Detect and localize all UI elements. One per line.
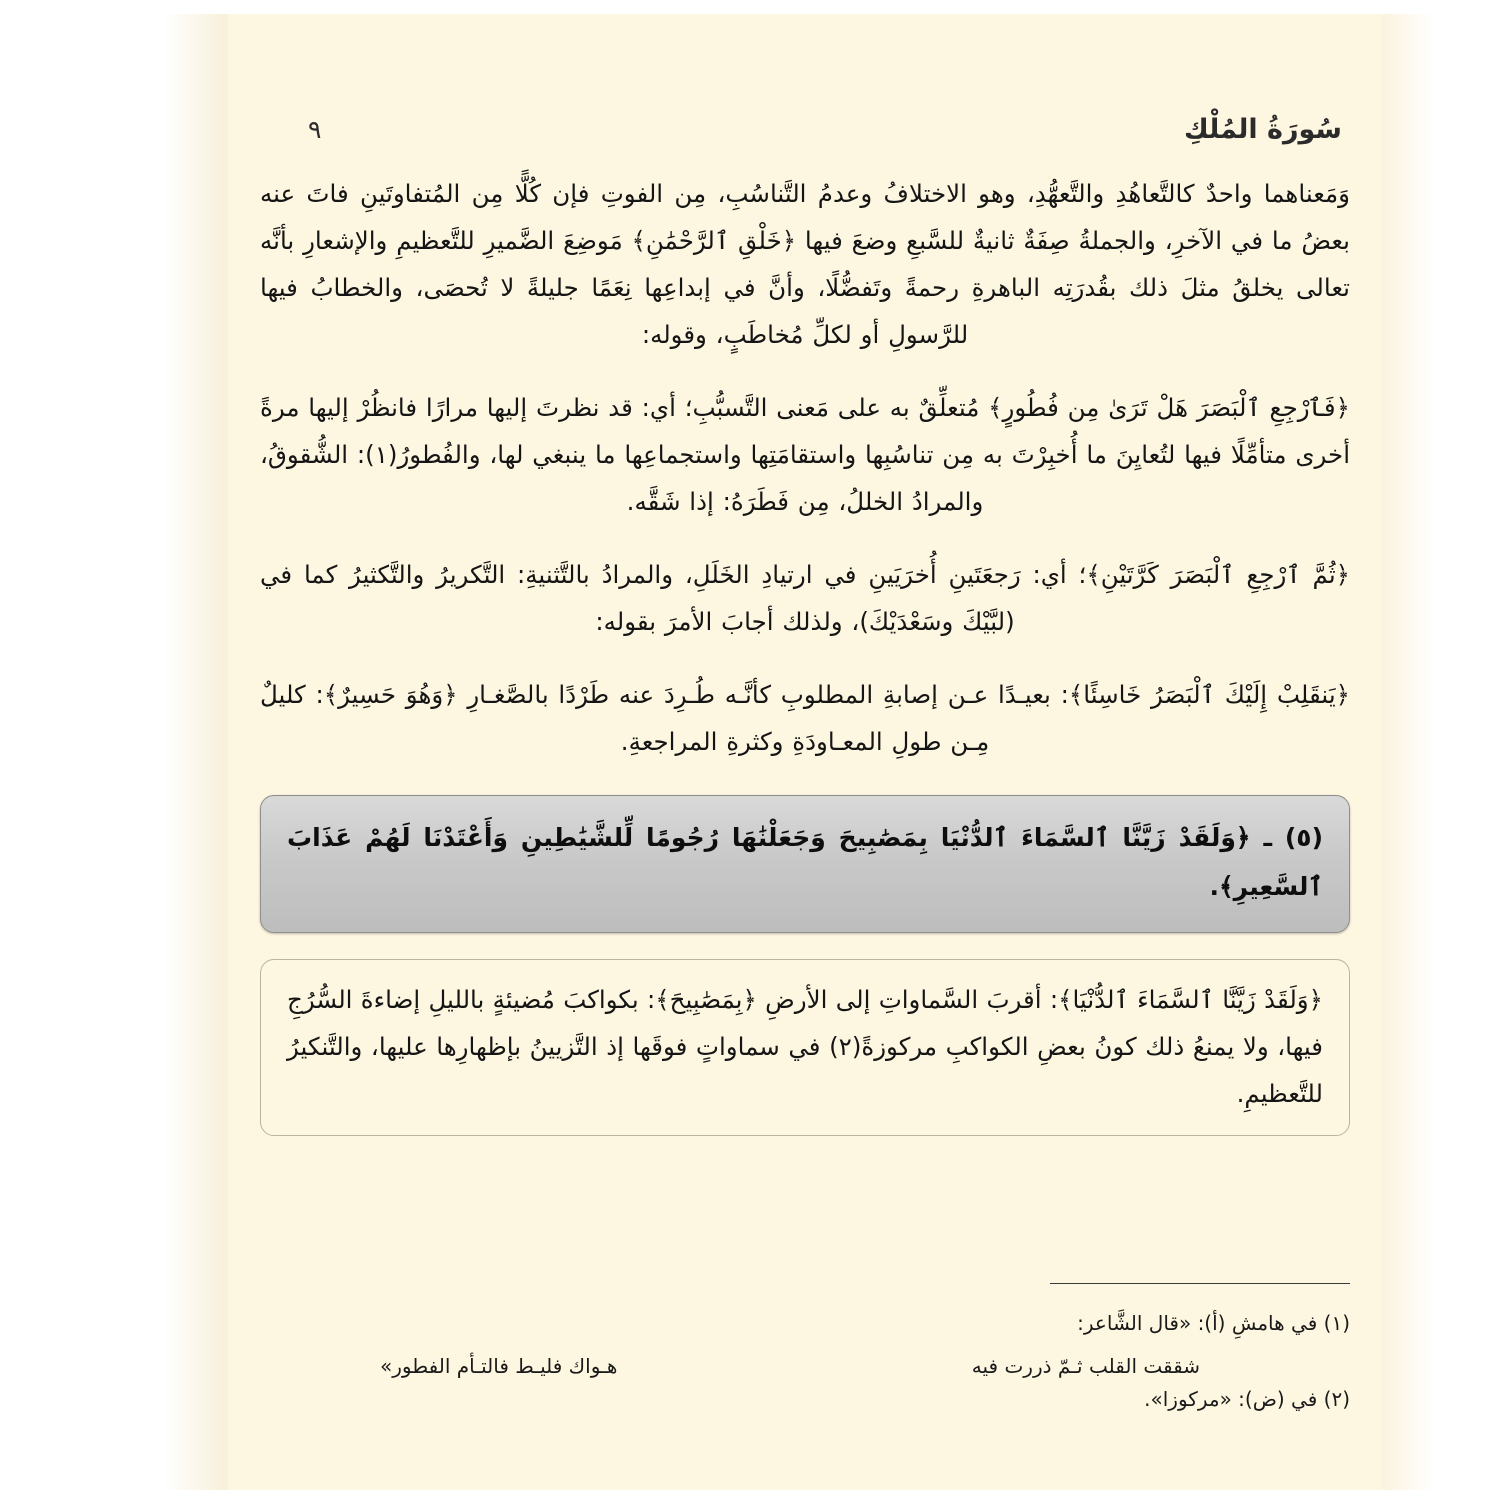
verse-hemistich-2: هـواك فليـط فالتـأم الفطور»	[380, 1354, 618, 1378]
paragraph-3: ﴿ثُمَّ ٱرْجِعِ ٱلْبَصَرَ كَرَّتَيْنِ﴾؛ أي: رَجعَتَينِ أُخرَيَينِ في ارتيادِ الخَلَلِ، والمرادُ بالتَّثنيةِ: التَّكريرُ والتَّكثيرُ كما في (لبَّيْكَ وسَعْدَيْكَ)، ولذلك أجابَ الأمرَ بقوله:	[260, 560, 1350, 637]
ayah-highlight-box	[260, 795, 1350, 933]
surah-title: سُورَةُ المُلْكِ	[1183, 113, 1342, 145]
commentary-text: ﴿وَلَقَدْ زَيَّنَّا ٱلسَّمَاءَ ٱلدُّنْيَا﴾: أقربَ السَّماواتِ إلى الأرضِ ﴿بِمَصَٰبِيحَ﴾: بكواكبَ مُضيئةٍ بالليلِ إضاءةَ السُّرُجِ فيها، ولا يمنعُ ذلك كونُ بعضِ الكواكبِ مركوزةً(٢) في سماواتٍ فوقَها إذ التَّزيينُ بإظهارِها عليها، والتَّنكيرُ للتَّعظيمِ.	[287, 984, 1323, 1108]
footnotes-area	[260, 1283, 1350, 1428]
footnote-verse	[260, 1352, 1350, 1380]
footnote-1: (١) في هامشِ (أ): «قال الشَّاعر:	[1077, 1311, 1350, 1335]
ayah-text	[287, 814, 1323, 912]
ayah-body: ﴿وَلَقَدْ زَيَّنَّا ٱلسَّمَاءَ ٱلدُّنْيَا بِمَصَٰبِيحَ وَجَعَلْنَٰهَا رُجُومًا لِّلشَّيَٰطِينِ وَأَعْتَدْنَا لَهُمْ عَذَابَ ٱلسَّعِيرِ﴾.	[287, 823, 1323, 902]
page-header	[268, 105, 1342, 153]
ayah-number: (٥) ـ	[1263, 823, 1323, 853]
paragraph-2: ﴿فَٱرْجِعِ ٱلْبَصَرَ هَلْ تَرَىٰ مِن فُطُورٍ﴾ مُتعلِّقٌ به على مَعنى التَّسبُّبِ؛ أي: قد نظرتَ إليها مرارًا فانظُرْ إليها مرةً أخرى متأمِّلًا فيها لتُعايِنَ ما أُخبِرْتَ به مِن تناسُبِها واستقامَتِها واستجماعِها ما ينبغي لها، والفُطورُ(١): الشُّقوقُ، والمرادُ الخللُ، مِن فَطَرَهُ: إذا شَقَّه.	[260, 393, 1351, 517]
paragraph-1: وَمَعناهما واحدٌ كالتَّعاهُدِ والتَّعهُّدِ، وهو الاختلافُ وعدمُ التَّناسُبِ، مِن الفوتِ فإن كُلًّا مِن المُتفاوتَينِ فاتَ عنه بعضُ ما في الآخرِ، والجملةُ صِفَةٌ ثانيةٌ للسَّبعِ وضعَ فيها ﴿خَلْقِ ٱلرَّحْمَٰنِ﴾ مَوضِعَ الضَّميرِ للتَّعظيمِ والإشعارِ بأنَّه تعالى يخلقُ مثلَ ذلك بقُدرَتِه الباهرةِ رحمةً وتَفضُّلًا، وأنَّ في إبداعِها نِعَمًا جليلةً لا تُحصَى، والخطابُ فيها للرَّسولِ أو لكلِّ مُخاطَبٍ، وقوله:	[260, 179, 1350, 350]
body-text	[260, 170, 1350, 1136]
page-number: ٩	[308, 114, 322, 144]
paragraph-4: ﴿يَنقَلِبْ إِلَيْكَ ٱلْبَصَرُ خَاسِئًا﴾: بعيـدًا عـن إصابةِ المطلوبِ كأنَّـه طُـرِدَ عنه طَرْدًا بالصَّغـارِ ﴿وَهُوَ حَسِيرٌ﴾: كليلٌ مِـن طولِ المعـاودَةِ وكثرةِ المراجعةِ.	[260, 680, 1350, 757]
verse-hemistich-1: شققت القلب ثـمّ ذررت فيه	[971, 1354, 1200, 1378]
footnote-divider	[1050, 1283, 1350, 1284]
page-right-margin	[1382, 0, 1500, 1500]
page-content	[228, 0, 1382, 1500]
page-left-margin	[0, 0, 228, 1500]
commentary-box	[260, 959, 1350, 1136]
footnote-2: (٢) في (ض): «مركوزا».	[1144, 1387, 1350, 1411]
